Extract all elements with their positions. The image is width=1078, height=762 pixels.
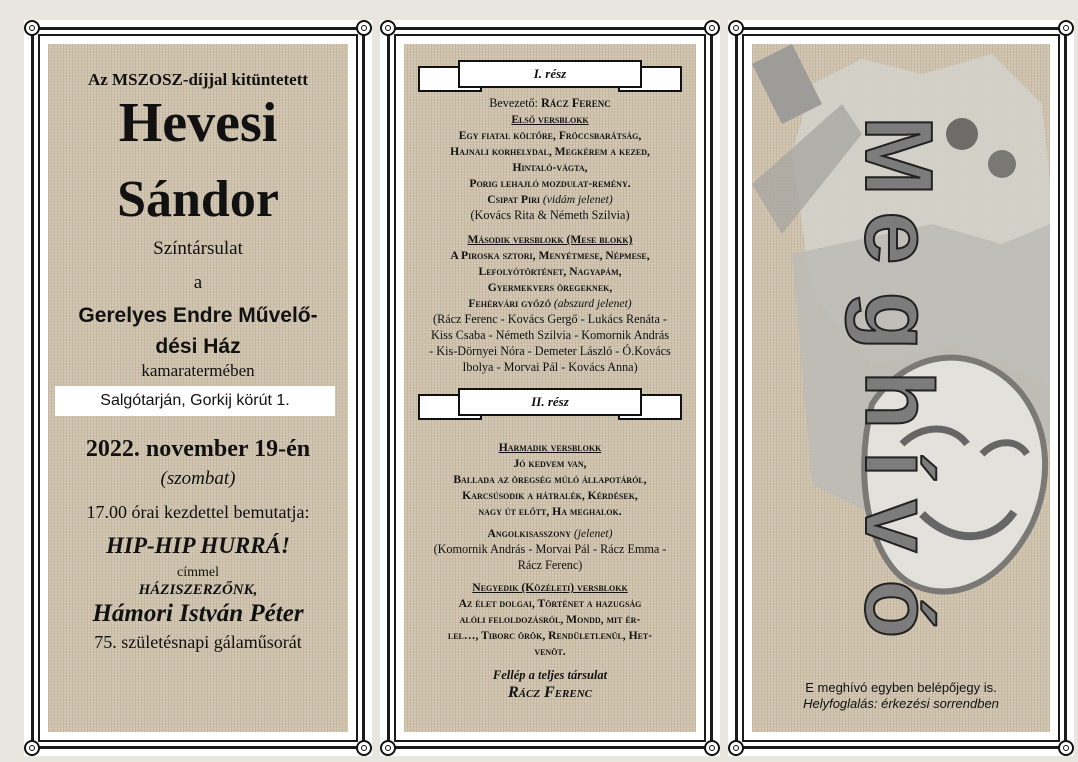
- block4-line: lel…, Tiborc örök, Rendületlenül, Het-: [447, 629, 653, 642]
- troupe-name-line2: Sándor: [117, 171, 279, 228]
- block4-line: alóli feloldozásról, Mondd, mit ér-: [459, 613, 641, 626]
- scene2-title: Fehérvári győző: [468, 297, 551, 310]
- scene3-line: [380, 526, 720, 541]
- scene2-cast-line: Kiss Csaba - Németh Szilvia - Komornik András: [431, 328, 669, 342]
- block2-title: Második versblokk (Mese blokk): [467, 233, 633, 246]
- scene1-title: Csipat Piri: [487, 193, 540, 206]
- meghivo-title-stack: [798, 108, 998, 668]
- title-letter: ó: [845, 579, 952, 639]
- part1-label: I. rész: [458, 60, 642, 88]
- corner-ornament: [356, 20, 372, 36]
- title-letter: h: [845, 370, 952, 430]
- event-time: 17.00 órai kezdettel bemutatja:: [86, 502, 310, 522]
- ticket-note: E meghívó egyben belépőjegy is.: [805, 680, 997, 695]
- block4-line: Az élet dolgai, Történet a hazugság: [458, 597, 642, 610]
- author-label: HÁZISZERZŐNK,: [138, 582, 258, 598]
- event-weekday: (szombat): [160, 468, 236, 489]
- corner-ornament: [1058, 740, 1074, 756]
- title-letter: g: [845, 291, 952, 351]
- scene3-note: (jelenet): [573, 527, 613, 540]
- part2-label: II. rész: [458, 388, 642, 416]
- venue-line2: dési Ház: [155, 335, 241, 358]
- closing-label: Fellép a teljes társulat: [492, 668, 608, 682]
- corner-ornament: [1058, 20, 1074, 36]
- intro-line: [380, 96, 720, 111]
- block1-line: Hajnali korhelydal, Megkérem a kezed,: [450, 145, 650, 158]
- block3-line: Ballada az öregség múló állapotáról,: [453, 473, 647, 486]
- event-date: 2022. november 19-én: [85, 436, 311, 462]
- intro-name: Rácz Ferenc: [540, 96, 611, 110]
- block2-line: A Piroska sztori, Menyétmese, Népmese,: [450, 249, 650, 262]
- block3-line: Karcsúsodik a hátralék, Kérdések,: [462, 489, 638, 502]
- scene1-note: (vidám jelenet): [542, 193, 613, 206]
- block2-line: Lefolyótörténet, Nagyapám,: [478, 265, 622, 278]
- scene2-cast-line: (Rácz Ferenc - Kovács Gergő - Lukács Renáta -: [433, 312, 667, 326]
- block3-title: Harmadik versblokk: [498, 441, 602, 454]
- block3-line: nagy út előtt, Ha meghalok.: [478, 505, 622, 518]
- scene3-cast-line: (Komornik András - Morvai Pál - Rácz Emma -: [433, 542, 667, 556]
- left-panel: [24, 20, 372, 756]
- block4-line: venöt.: [534, 645, 566, 658]
- closing-name: Rácz Ferenc: [507, 684, 593, 701]
- show-title: HIP-HIP HURRÁ!: [106, 533, 290, 558]
- corner-ornament: [380, 20, 396, 36]
- block4-title: Negyedik (Közéleti) versblokk: [472, 581, 628, 594]
- titled-label: címmel: [177, 565, 219, 580]
- troupe-name-line1: Hevesi: [118, 92, 278, 154]
- scene2-cast-line: Ibolya - Morvai Pál - Kovács Anna): [462, 360, 638, 374]
- intro-label: Bevezető:: [489, 96, 538, 110]
- award-line: Az MSZOSZ-díjjal kitüntetett: [87, 70, 309, 89]
- scene3-cast-line: Rácz Ferenc): [517, 558, 583, 572]
- address-text: Salgótarján, Gorkij körút 1.: [100, 392, 290, 409]
- venue-line1: Gerelyes Endre Művelő-: [78, 304, 318, 327]
- corner-ornament: [704, 740, 720, 756]
- title-letter: M: [845, 116, 952, 196]
- article-a: a: [193, 272, 203, 293]
- block1-line: Porig lehajló mozdulat-remény.: [469, 177, 631, 190]
- scene2-cast-line: - Kis-Dörnyei Nóra - Demeter László - Ó.Kovács: [429, 344, 671, 358]
- scene3-title: Angolkisasszony: [487, 527, 571, 540]
- title-letter: e: [845, 211, 952, 265]
- corner-ornament: [24, 740, 40, 756]
- occasion-line: 75. születésnapi gálaműsorát: [94, 632, 302, 652]
- address-box: [55, 386, 335, 416]
- corner-ornament: [380, 740, 396, 756]
- block1-line: Hintaló-vágta,: [512, 161, 588, 174]
- corner-ornament: [704, 20, 720, 36]
- scene1-cast: (Kovács Rita & Németh Szilvia): [470, 208, 630, 222]
- corner-ornament: [24, 20, 40, 36]
- troupe-subtitle: Színtársulat: [153, 238, 243, 259]
- part1-ribbon: [418, 60, 682, 86]
- corner-ornament: [728, 20, 744, 36]
- block2-line: Gyermekvers öregeknek,: [487, 281, 613, 294]
- venue-room: kamaratermében: [141, 361, 255, 380]
- title-letter: í: [845, 450, 952, 478]
- block1-title: Első versblokk: [511, 113, 589, 126]
- right-panel: [728, 20, 1074, 756]
- scene1-line: [380, 192, 720, 207]
- scene2-note: (abszurd jelenet): [553, 297, 632, 310]
- seating-note: Helyfoglalás: érkezési sorrendben: [803, 696, 999, 711]
- author-name: Hámori István Péter: [92, 600, 304, 627]
- corner-ornament: [728, 740, 744, 756]
- title-letter: v: [845, 499, 952, 553]
- block1-line: Egy fiatal költőre, Fröccsbarátság,: [458, 129, 642, 142]
- corner-ornament: [356, 740, 372, 756]
- block3-line: Jó kedvem van,: [513, 457, 587, 470]
